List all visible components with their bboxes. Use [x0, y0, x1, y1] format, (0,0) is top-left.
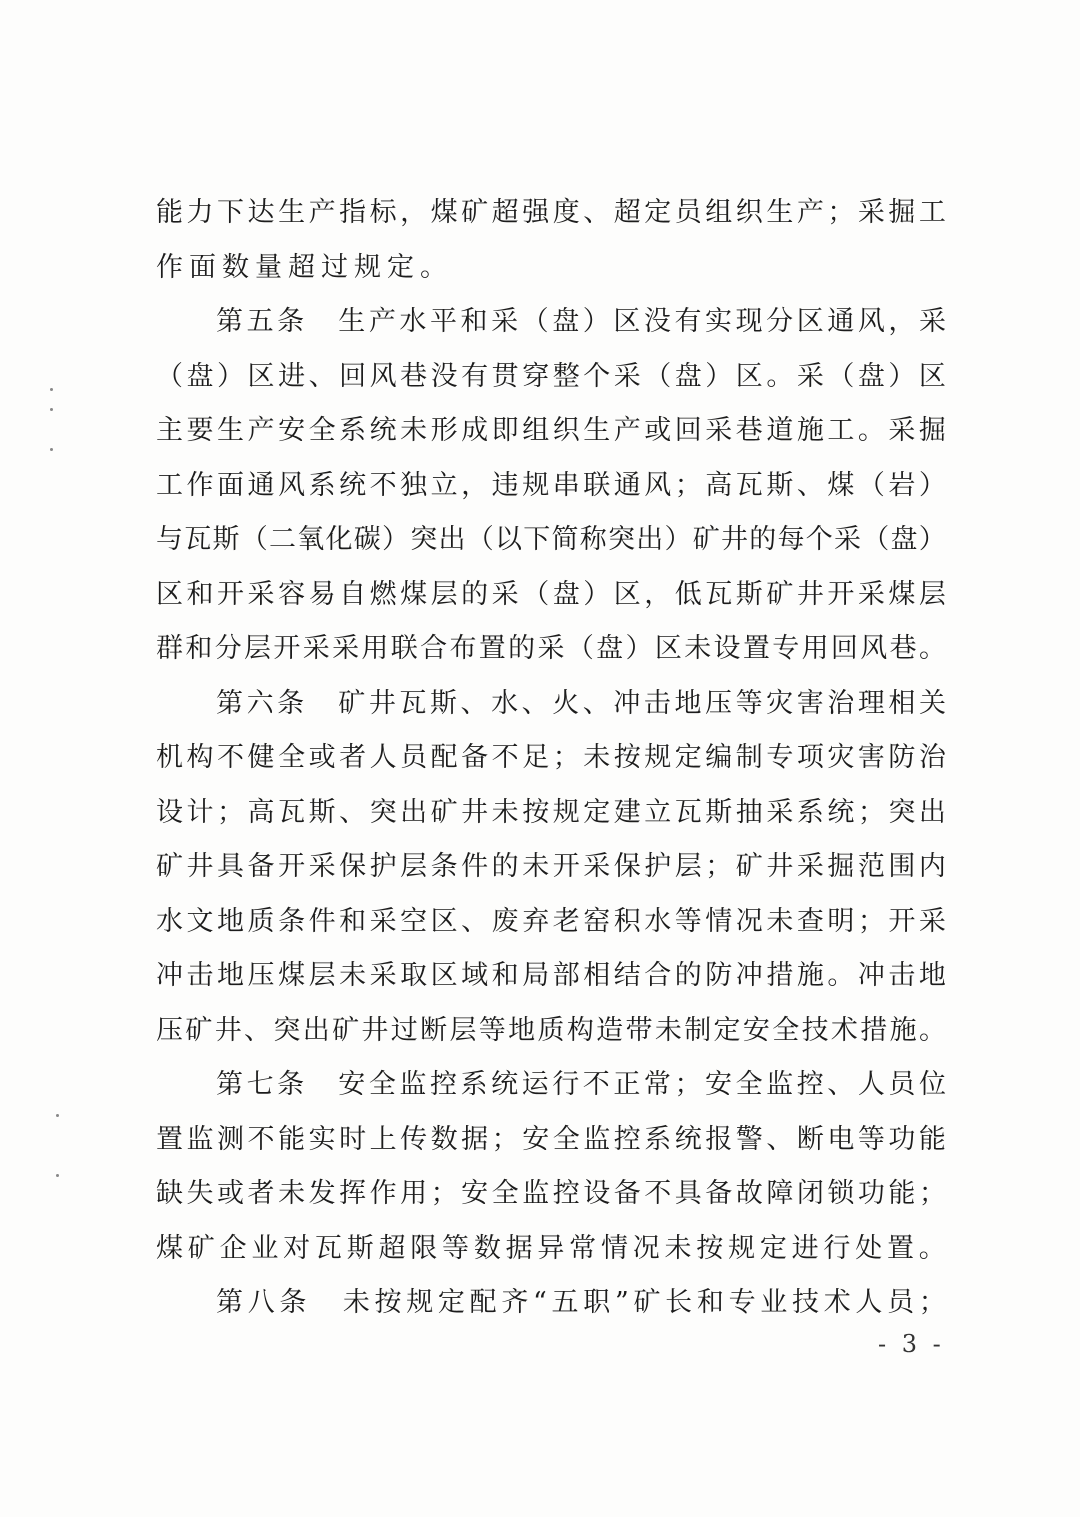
- text-line: 区 和 开 采 容 易 自 燃 煤 层 的 采 （ 盘 ） 区 ， 低 瓦 斯 矿 井 开 采 煤 层: [156, 578, 946, 610]
- scan-speck: [50, 388, 53, 391]
- text-line: 能 力 下 达 生 产 指 标 ， 煤 矿 超 强 度 、 超 定 员 组 织 生 产 ； 采 掘 工: [156, 197, 946, 228]
- text-line: 机 构 不 健 全 或 者 人 员 配 备 不 足 ； 未 按 规 定 编 制 专 项 灾 害 防 治: [156, 742, 946, 773]
- text-line: （ 盘 ） 区 进 、 回 风 巷 没 有 贯 穿 整 个 采 （ 盘 ） 区 。 采 （ 盘 ） 区: [156, 360, 946, 392]
- scan-speck: [56, 1114, 59, 1117]
- text-line: 第 六 条 矿 井 瓦 斯 、 水 、 火 、 冲 击 地 压 等 灾 害 治 理 相 关: [216, 687, 946, 719]
- text-line: 煤 矿 企 业 对 瓦 斯 超 限 等 数 据 异 常 情 况 未 按 规 定 进 行 处 置 。: [156, 1232, 946, 1264]
- scan-speck: [56, 1174, 59, 1177]
- text-line: 主 要 生 产 安 全 系 统 未 形 成 即 组 织 生 产 或 回 采 巷 道 施 工 。 采 掘: [156, 415, 946, 446]
- text-line: 矿 井 具 备 开 采 保 护 层 条 件 的 未 开 采 保 护 层 ； 矿 井 采 掘 范 围 内: [156, 851, 946, 882]
- text-line: 作 面 数 量 超 过 规 定 。: [156, 251, 453, 283]
- text-line: 第 七 条 安 全 监 控 系 统 运 行 不 正 常 ； 安 全 监 控 、 人 员 位: [216, 1069, 946, 1100]
- text-line: 缺 失 或 者 未 发 挥 作 用 ； 安 全 监 控 设 备 不 具 备 故 障 闭 锁 功 能 ；: [156, 1178, 946, 1209]
- text-line: 置 监 测 不 能 实 时 上 传 数 据 ； 安 全 监 控 系 统 报 警 、 断 电 等 功 能: [156, 1123, 946, 1155]
- text-line: 工 作 面 通 风 系 统 不 独 立 ， 违 规 串 联 通 风 ； 高 瓦 斯 、 煤 （ 岩 ）: [156, 469, 946, 501]
- text-line: 冲 击 地 压 煤 层 未 采 取 区 域 和 局 部 相 结 合 的 防 冲 措 施 。 冲 击 地: [156, 960, 946, 991]
- page-number: - 3 -: [878, 1330, 945, 1358]
- text-line: 群 和 分 层 开 采 采 用 联 合 布 置 的 采 （ 盘 ） 区 未 设 置 专 用 回 风 巷 。: [156, 633, 946, 664]
- scan-speck: [50, 448, 53, 451]
- text-line: 水 文 地 质 条 件 和 采 空 区 、 废 弃 老 窑 积 水 等 情 况 未 查 明 ； 开 采: [156, 905, 946, 937]
- text-line: 第 八 条 未 按 规 定 配 齐 “ 五 职 ” 矿 长 和 专 业 技 术 人 员 ；: [216, 1287, 946, 1318]
- text-line: 第 五 条 生 产 水 平 和 采 （ 盘 ） 区 没 有 实 现 分 区 通 风 ， 采: [216, 306, 946, 337]
- text-line: 设 计 ； 高 瓦 斯 、 突 出 矿 井 未 按 规 定 建 立 瓦 斯 抽 采 系 统 ； 突 出: [156, 796, 946, 828]
- text-line: 压 矿 井 、 突 出 矿 井 过 断 层 等 地 质 构 造 带 未 制 定 安 全 技 术 措 施 。: [156, 1014, 946, 1046]
- scan-speck: [50, 408, 53, 411]
- document-body: [156, 186, 946, 1331]
- text-line: 与 瓦 斯 （ 二 氧 化 碳 ） 突 出 （ 以 下 简 称 突 出 ） 矿 井 的 每 个 采 （ 盘 ）: [156, 524, 946, 555]
